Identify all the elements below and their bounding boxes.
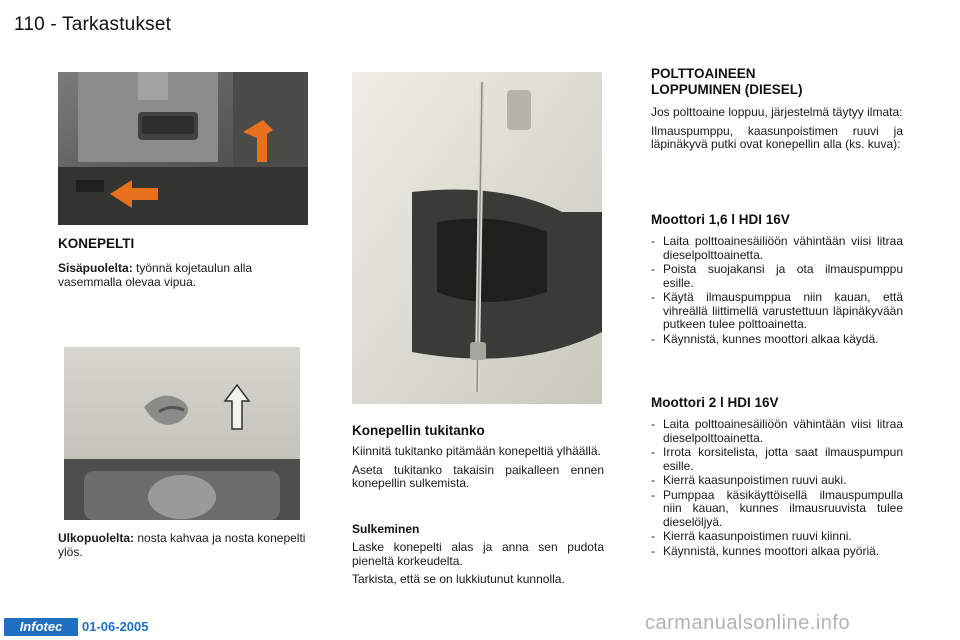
outside-text: nosta kahvaa ja nosta konepelti ylös. [58, 531, 306, 559]
closing-paragraph-2: Tarkista, että se on lukkiutunut kunnolla. [352, 572, 565, 586]
infotec-logo: Infotec [4, 618, 78, 636]
list-item: - Laita polttoainesäiliöön vähintään viisi litraa dieselpolttoainetta. [651, 235, 903, 262]
engine-2-heading: Moottori 2 l HDI 16V [651, 395, 779, 410]
inside-instruction [58, 262, 310, 294]
list-item: - Käynnistä, kunnes moottori alkaa käydä. [651, 333, 903, 347]
fuel-heading [651, 66, 803, 98]
list-item: - Pumppaa käsikäyttöisellä ilmauspumpulla niin kauan, kunnes ilmausruuvista tulee dieselöljyä. [651, 489, 903, 530]
prop-rod-heading: Konepellin tukitanko [352, 423, 485, 438]
outside-instruction [58, 532, 310, 564]
closing-heading: Sulkeminen [352, 522, 420, 536]
closing-paragraph-1: Laske konepelti alas ja anna sen pudota pieneltä korkeudelta. [352, 540, 604, 568]
engine-1-heading: Moottori 1,6 l HDI 16V [651, 212, 790, 227]
list-item: - Kierrä kaasunpoistimen ruuvi auki. [651, 474, 903, 488]
page-title: 110 - Tarkastukset [14, 14, 172, 35]
footer-date: 01-06-2005 [82, 619, 149, 634]
prop-rod-paragraph-1: Kiinnitä tukitanko pitämään konepeltiä ylhäällä. [352, 444, 601, 458]
list-item: - Irrota korsitelista, jotta saat ilmauspumpun esille. [651, 446, 903, 473]
engine-2-steps [651, 418, 903, 559]
interior-lever-photo [58, 72, 308, 225]
exterior-handle-photo [64, 347, 300, 520]
watermark: carmanualsonline.info [645, 612, 851, 634]
fuel-intro [651, 106, 903, 157]
inside-text: työnnä kojetaulun alla vasemmalla olevaa vipua. [58, 261, 253, 289]
engine-1-steps [651, 235, 903, 347]
list-item: - Poista suojakansi ja ota ilmauspumppu esille. [651, 263, 903, 290]
fuel-heading-line-1: POLTTOAINEEN [651, 66, 756, 81]
list-item: - Käytä ilmauspumppua niin kauan, että vihreällä liittimellä varustettuun läpinäkyvään putkeen tulee polttoainetta. [651, 291, 903, 332]
list-item: - Käynnistä, kunnes moottori alkaa pyöriä. [651, 545, 903, 559]
fuel-heading-line-2: LOPPUMINEN (DIESEL) [651, 82, 803, 97]
fuel-intro-1: Jos polttoaine loppuu, järjestelmä täytyy ilmata: [651, 105, 903, 119]
fuel-intro-2: Ilmauspumppu, kaasunpoistimen ruuvi ja läpinäkyvä putki ovat konepellin alla (ks. kuva): [651, 123, 903, 151]
list-item: - Laita polttoainesäiliöön vähintään viisi litraa dieselpolttoainetta. [651, 418, 903, 445]
outside-label: Ulkopuolelta: [58, 531, 135, 545]
inside-label: Sisäpuolelta: [58, 261, 133, 275]
bonnet-heading: KONEPELTI [58, 236, 135, 251]
prop-rod-text [352, 445, 604, 496]
prop-rod-paragraph-2: Aseta tukitanko takaisin paikalleen ennen konepellin sulkemista. [352, 462, 604, 490]
list-item: - Kierrä kaasunpoistimen ruuvi kiinni. [651, 530, 903, 544]
prop-rod-photo [352, 72, 602, 404]
closing-text [352, 541, 604, 592]
